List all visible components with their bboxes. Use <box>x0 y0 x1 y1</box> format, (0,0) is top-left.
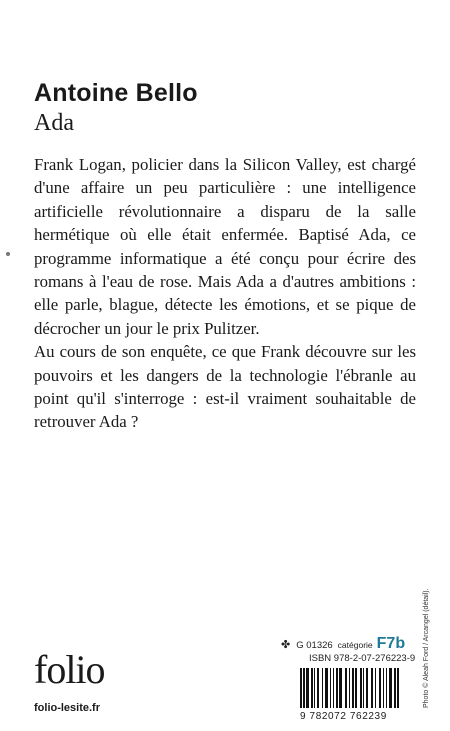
barcode-bar <box>371 668 373 708</box>
barcode-bar <box>303 668 305 708</box>
barcode-bar <box>339 668 342 708</box>
barcode-bar <box>333 668 334 708</box>
category-value: F7b <box>376 635 406 652</box>
barcode-bar <box>383 668 384 708</box>
barcode-bar <box>389 668 392 708</box>
barcode-bar <box>311 668 313 708</box>
book-title: Ada <box>34 110 74 136</box>
barcode-bar <box>345 668 347 708</box>
barcode-bar <box>397 668 399 708</box>
barcode-bar <box>375 668 376 708</box>
author-name: Antoine Bello <box>34 79 198 107</box>
barcode-bar <box>330 668 331 708</box>
barcode-bar <box>355 668 357 708</box>
barcode-bar <box>306 668 309 708</box>
barcode-bar <box>300 668 302 708</box>
flower-icon: ✤ <box>281 639 291 651</box>
back-cover-blurb <box>34 153 416 434</box>
blurb-paragraph-2: Au cours de son enquête, ce que Frank découvre sur les pouvoirs et les dangers de la technologie l'ébranle au point qu'il s'interroge : est-il vraiment souhaitable de retrouver Ada ? <box>34 342 416 432</box>
isbn: ISBN 978-2-07-276223-9 <box>309 653 416 664</box>
barcode-bar <box>317 668 319 708</box>
barcode-bar <box>386 668 387 708</box>
category-label: catégorie <box>337 640 373 650</box>
barcode-bar <box>314 668 315 708</box>
barcode-bar <box>336 668 338 708</box>
barcode-bar <box>352 668 354 708</box>
catalog-code: G 01326 <box>296 640 333 651</box>
publisher-logo: folio <box>34 647 105 692</box>
barcode-bar <box>325 668 328 708</box>
publisher-website: folio-lesite.fr <box>34 702 101 714</box>
barcode-digits: 9 782072 762239 <box>300 711 387 722</box>
barcode-bar <box>349 668 350 708</box>
barcode-bar <box>366 668 368 708</box>
photo-credit: Photo © Aleah Ford / Arcangel (détail). <box>423 588 430 708</box>
catalog-code-row <box>281 637 421 651</box>
barcode-bar <box>363 668 364 708</box>
barcode-bar <box>322 668 323 708</box>
edge-mark <box>6 252 10 256</box>
barcode-bar <box>379 668 381 708</box>
barcode-bar <box>360 668 362 708</box>
catalog-codes <box>281 637 421 664</box>
blurb-paragraph-1: Frank Logan, policier dans la Silicon Valley, est chargé d'une affaire un peu particulière : une intelligence artificielle révolutionnaire a disparu de la salle hermétique où elle était enfermée. Baptisé Ada, ce programme informatique a été conçu pour écrire des romans à l'eau de rose. Mais Ada a d'autres ambitions : elle parle, blague, détecte les émotions, et se pique de décrocher un jour le prix Pulitzer. <box>34 155 416 338</box>
barcode <box>300 668 414 708</box>
barcode-bar <box>394 668 396 708</box>
